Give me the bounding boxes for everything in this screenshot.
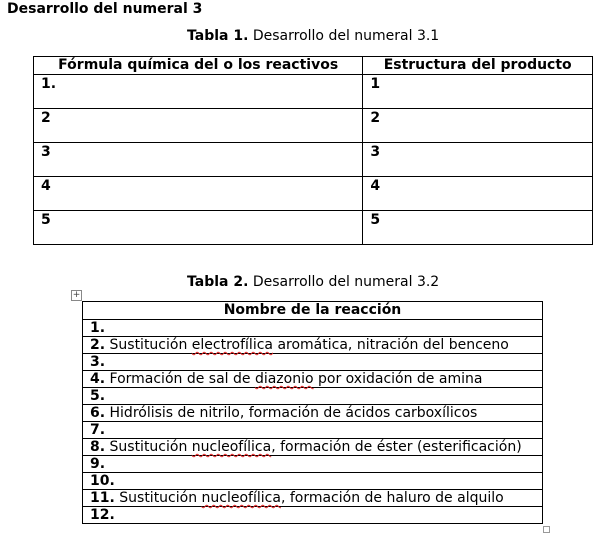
row-number: 2. [90, 337, 106, 353]
table-row [34, 211, 593, 245]
table-row [83, 473, 543, 490]
table-row [34, 75, 593, 109]
row-number: 11. [90, 490, 115, 506]
table2-cell[interactable] [83, 422, 543, 439]
table-row [83, 371, 543, 388]
table1-cell[interactable]: 5 [363, 211, 593, 245]
table2-cell[interactable] [83, 490, 543, 507]
table2-cell[interactable] [83, 320, 543, 337]
spellcheck-word: nucleofílica [201, 490, 281, 506]
row-text: por oxidación de amina [313, 371, 483, 387]
row-text: Sustitución [114, 490, 202, 506]
table-row [83, 337, 543, 354]
row-number: 1. [90, 320, 106, 336]
table1-cell[interactable]: 5 [34, 211, 363, 245]
table-row [83, 388, 543, 405]
row-number: 7. [90, 422, 106, 438]
table2-caption [187, 273, 439, 291]
table2-header: Nombre de la reacción [83, 302, 543, 320]
table2 [82, 301, 543, 524]
table1-cell[interactable]: 1. [34, 75, 363, 109]
table2-header-row [83, 302, 543, 320]
table2-caption-label: Tabla 2. [187, 274, 249, 290]
table-row [83, 320, 543, 337]
table1 [33, 56, 593, 245]
table-resize-handle[interactable] [543, 526, 550, 533]
row-text: , formación de éster (esterificación) [271, 439, 522, 455]
table1-caption-label: Tabla 1. [187, 28, 249, 44]
table2-cell[interactable] [83, 388, 543, 405]
row-text: aromática, nitración del benceno [273, 337, 509, 353]
row-number: 5. [90, 388, 106, 404]
table-row [83, 354, 543, 371]
table-row [83, 507, 543, 524]
table-row [83, 422, 543, 439]
table1-cell[interactable]: 4 [34, 177, 363, 211]
spellcheck-word: diazonio [254, 371, 314, 387]
table1-header-row [34, 57, 593, 75]
row-text: , formación de haluro de alquilo [280, 490, 504, 506]
row-text: Sustitución [105, 439, 192, 455]
row-text: Sustitución [105, 337, 192, 353]
row-number: 8. [90, 439, 106, 455]
table-move-handle-icon[interactable]: + [72, 290, 81, 300]
table1-header-product: Estructura del producto [363, 57, 593, 75]
row-number: 12. [90, 507, 115, 523]
spellcheck-word: electrofílica [191, 337, 273, 353]
spellcheck-word: nucleofílica [191, 439, 272, 455]
row-text: Formación de sal de [105, 371, 255, 387]
table2-cell[interactable] [83, 456, 543, 473]
table-row [34, 143, 593, 177]
row-number: 9. [90, 456, 106, 472]
table-row [83, 490, 543, 507]
table2-cell[interactable] [83, 371, 543, 388]
table1-cell[interactable]: 3 [363, 143, 593, 177]
table-row [83, 456, 543, 473]
row-number: 10. [90, 473, 115, 489]
table-row [83, 405, 543, 422]
table-row [34, 177, 593, 211]
table2-cell[interactable] [83, 473, 543, 490]
table1-cell[interactable]: 4 [363, 177, 593, 211]
row-number: 3. [90, 354, 106, 370]
table2-cell[interactable] [83, 507, 543, 524]
table2-caption-text: Desarrollo del numeral 3.2 [248, 274, 440, 290]
table1-header-reactants: Fórmula química del o los reactivos [34, 57, 363, 75]
table1-caption [187, 27, 439, 45]
table-row [34, 109, 593, 143]
table2-cell[interactable] [83, 405, 543, 422]
table2-cell[interactable] [83, 337, 543, 354]
section-heading: Desarrollo del numeral 3 [7, 1, 203, 17]
table1-cell[interactable]: 3 [34, 143, 363, 177]
table-row [83, 439, 543, 456]
row-number: 4. [90, 371, 106, 387]
table1-caption-text: Desarrollo del numeral 3.1 [248, 28, 440, 44]
table2-cell[interactable] [83, 354, 543, 371]
table1-cell[interactable]: 2 [34, 109, 363, 143]
row-number: 6. [90, 405, 106, 421]
table1-cell[interactable]: 2 [363, 109, 593, 143]
table1-cell[interactable]: 1 [363, 75, 593, 109]
table2-cell[interactable] [83, 439, 543, 456]
row-text: Hidrólisis de nitrilo, formación de ácidos carboxílicos [105, 405, 478, 421]
